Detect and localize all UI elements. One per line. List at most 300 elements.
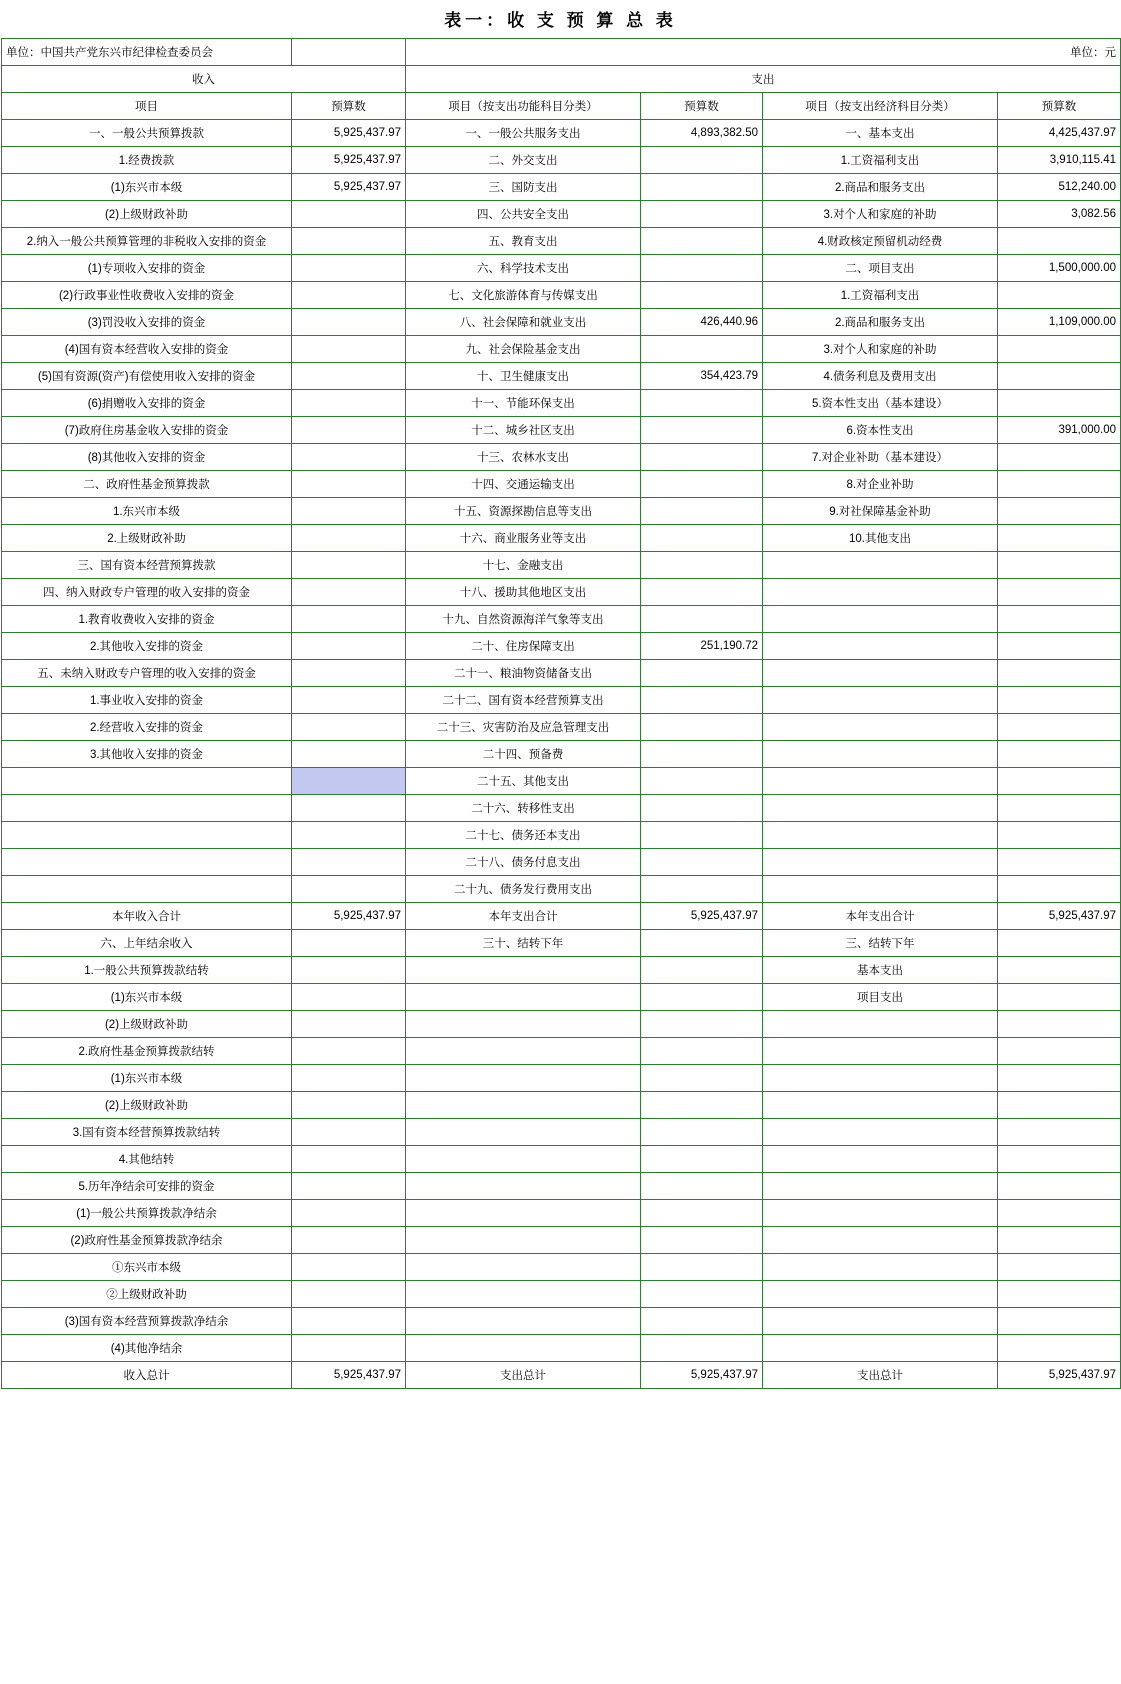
- table-row: [2, 633, 1121, 660]
- cell-income-amount[interactable]: 5,925,437.97: [292, 120, 406, 147]
- cell-expense-func-amount[interactable]: [641, 417, 763, 444]
- cell-expense-func-amount[interactable]: [641, 498, 763, 525]
- cell-income-item[interactable]: (6)捐赠收入安排的资金: [2, 390, 292, 417]
- cell-expense-econ-item[interactable]: 1.工资福利支出: [763, 147, 998, 174]
- cell-expense-econ-amount[interactable]: [998, 1200, 1121, 1227]
- cell-expense-func-item[interactable]: 三十、结转下年: [406, 930, 641, 957]
- cell-expense-func-amount[interactable]: 4,893,382.50: [641, 120, 763, 147]
- cell-expense-econ-amount[interactable]: [998, 1227, 1121, 1254]
- cell-expense-func-item[interactable]: 十九、自然资源海洋气象等支出: [406, 606, 641, 633]
- cell-expense-func-amount[interactable]: [641, 444, 763, 471]
- cell-expense-func-item[interactable]: 七、文化旅游体育与传媒支出: [406, 282, 641, 309]
- cell-expense-func-amount[interactable]: [641, 1281, 763, 1308]
- cell-income-item[interactable]: 2.其他收入安排的资金: [2, 633, 292, 660]
- table-row: [2, 1092, 1121, 1119]
- cell-expense-econ-item[interactable]: 基本支出: [763, 957, 998, 984]
- cell-income-amount[interactable]: 5,925,437.97: [292, 1362, 406, 1389]
- cell-income-item[interactable]: (4)其他净结余: [2, 1335, 292, 1362]
- cell-expense-func-amount[interactable]: [641, 687, 763, 714]
- cell-expense-func-item[interactable]: 十、卫生健康支出: [406, 363, 641, 390]
- cell-expense-econ-amount[interactable]: [998, 633, 1121, 660]
- cell-expense-econ-item[interactable]: [763, 687, 998, 714]
- cell-income-amount[interactable]: [292, 1308, 406, 1335]
- cell-expense-econ-item[interactable]: 6.资本性支出: [763, 417, 998, 444]
- cell-expense-func-amount[interactable]: 251,190.72: [641, 633, 763, 660]
- cell-expense-econ-amount[interactable]: [998, 957, 1121, 984]
- cell-income-item[interactable]: 三、国有资本经营预算拨款: [2, 552, 292, 579]
- cell-expense-func-amount[interactable]: [641, 1119, 763, 1146]
- table-row: [2, 1119, 1121, 1146]
- cell-income-amount[interactable]: 5,925,437.97: [292, 174, 406, 201]
- cell-expense-econ-amount[interactable]: [998, 822, 1121, 849]
- cell-expense-econ-item[interactable]: [763, 714, 998, 741]
- cell-expense-func-amount[interactable]: [641, 1146, 763, 1173]
- cell-income-amount[interactable]: [292, 525, 406, 552]
- cell-expense-func-item[interactable]: [406, 1092, 641, 1119]
- cell-expense-econ-item[interactable]: [763, 822, 998, 849]
- group-header-expense: 支出: [406, 66, 1121, 93]
- cell-income-item[interactable]: (1)专项收入安排的资金: [2, 255, 292, 282]
- cell-expense-func-amount[interactable]: 426,440.96: [641, 309, 763, 336]
- cell-expense-econ-item[interactable]: [763, 1335, 998, 1362]
- column-header-row: [2, 93, 1121, 120]
- cell-expense-econ-amount[interactable]: 391,000.00: [998, 417, 1121, 444]
- cell-expense-func-item[interactable]: 五、教育支出: [406, 228, 641, 255]
- cell-income-item[interactable]: (5)国有资源(资产)有偿使用收入安排的资金: [2, 363, 292, 390]
- cell-income-amount[interactable]: [292, 228, 406, 255]
- cell-expense-econ-item[interactable]: 2.商品和服务支出: [763, 174, 998, 201]
- cell-expense-econ-amount[interactable]: [998, 741, 1121, 768]
- cell-expense-func-amount[interactable]: 5,925,437.97: [641, 1362, 763, 1389]
- cell-expense-func-amount[interactable]: [641, 579, 763, 606]
- cell-expense-econ-amount[interactable]: 3,082.56: [998, 201, 1121, 228]
- cell-expense-econ-item[interactable]: 8.对企业补助: [763, 471, 998, 498]
- cell-expense-econ-item[interactable]: 一、基本支出: [763, 120, 998, 147]
- table-row: [2, 228, 1121, 255]
- cell-income-item[interactable]: 六、上年结余收入: [2, 930, 292, 957]
- table-row: [2, 768, 1121, 795]
- table-row: [2, 147, 1121, 174]
- cell-expense-econ-amount[interactable]: [998, 444, 1121, 471]
- cell-income-amount[interactable]: [292, 444, 406, 471]
- cell-expense-func-amount[interactable]: [641, 795, 763, 822]
- cell-expense-func-item[interactable]: 一、一般公共服务支出: [406, 120, 641, 147]
- col-header-expense-func-amount: 预算数: [641, 93, 763, 120]
- cell-expense-econ-item[interactable]: [763, 1173, 998, 1200]
- cell-expense-func-amount[interactable]: [641, 849, 763, 876]
- cell-expense-func-amount[interactable]: [641, 606, 763, 633]
- cell-expense-func-amount[interactable]: [641, 741, 763, 768]
- cell-expense-econ-amount[interactable]: [998, 228, 1121, 255]
- cell-expense-func-item[interactable]: 十一、节能环保支出: [406, 390, 641, 417]
- cell-expense-econ-amount[interactable]: [998, 768, 1121, 795]
- cell-income-amount[interactable]: [292, 660, 406, 687]
- cell-expense-econ-amount[interactable]: [998, 1146, 1121, 1173]
- cell-income-amount[interactable]: [292, 201, 406, 228]
- cell-expense-econ-amount[interactable]: [998, 687, 1121, 714]
- cell-expense-econ-amount[interactable]: 1,109,000.00: [998, 309, 1121, 336]
- cell-income-amount[interactable]: [292, 1335, 406, 1362]
- cell-expense-econ-amount[interactable]: [998, 984, 1121, 1011]
- cell-income-amount[interactable]: [292, 633, 406, 660]
- cell-expense-func-item[interactable]: 十二、城乡社区支出: [406, 417, 641, 444]
- cell-expense-econ-amount[interactable]: [998, 390, 1121, 417]
- cell-expense-econ-item[interactable]: 三、结转下年: [763, 930, 998, 957]
- cell-income-item[interactable]: 3.国有资本经营预算拨款结转: [2, 1119, 292, 1146]
- cell-expense-func-amount[interactable]: [641, 1038, 763, 1065]
- cell-expense-func-item[interactable]: [406, 1065, 641, 1092]
- cell-income-item[interactable]: 4.其他结转: [2, 1146, 292, 1173]
- cell-expense-func-amount[interactable]: [641, 876, 763, 903]
- cell-income-amount[interactable]: [292, 579, 406, 606]
- cell-income-amount[interactable]: [292, 390, 406, 417]
- cell-expense-econ-amount[interactable]: [998, 1281, 1121, 1308]
- cell-expense-func-item[interactable]: [406, 1011, 641, 1038]
- cell-income-amount[interactable]: [292, 309, 406, 336]
- cell-income-amount[interactable]: [292, 282, 406, 309]
- cell-expense-econ-amount[interactable]: [998, 1119, 1121, 1146]
- cell-expense-econ-amount[interactable]: 3,910,115.41: [998, 147, 1121, 174]
- cell-income-amount[interactable]: [292, 363, 406, 390]
- cell-expense-econ-amount[interactable]: [998, 282, 1121, 309]
- cell-expense-econ-item[interactable]: [763, 606, 998, 633]
- cell-expense-econ-amount[interactable]: [998, 1011, 1121, 1038]
- cell-income-item[interactable]: (2)上级财政补助: [2, 201, 292, 228]
- cell-income-amount[interactable]: [292, 552, 406, 579]
- cell-expense-func-item[interactable]: [406, 1119, 641, 1146]
- cell-income-amount[interactable]: [292, 1038, 406, 1065]
- cell-income-amount[interactable]: [292, 984, 406, 1011]
- cell-expense-econ-item[interactable]: [763, 1011, 998, 1038]
- cell-expense-func-item[interactable]: 十四、交通运输支出: [406, 471, 641, 498]
- cell-expense-func-amount[interactable]: [641, 1227, 763, 1254]
- cell-income-amount[interactable]: [292, 417, 406, 444]
- cell-expense-econ-item[interactable]: 项目支出: [763, 984, 998, 1011]
- cell-expense-func-item[interactable]: [406, 1254, 641, 1281]
- cell-income-amount[interactable]: [292, 795, 406, 822]
- cell-expense-func-item[interactable]: 九、社会保险基金支出: [406, 336, 641, 363]
- cell-income-amount[interactable]: [292, 822, 406, 849]
- cell-expense-econ-item[interactable]: 9.对社保障基金补助: [763, 498, 998, 525]
- cell-income-item[interactable]: 1.东兴市本级: [2, 498, 292, 525]
- cell-expense-econ-item[interactable]: [763, 1119, 998, 1146]
- cell-expense-func-item[interactable]: 四、公共安全支出: [406, 201, 641, 228]
- cell-income-amount[interactable]: [292, 930, 406, 957]
- cell-expense-econ-amount[interactable]: [998, 876, 1121, 903]
- cell-expense-econ-amount[interactable]: [998, 849, 1121, 876]
- cell-expense-econ-amount[interactable]: [998, 660, 1121, 687]
- cell-income-item[interactable]: (2)行政事业性收费收入安排的资金: [2, 282, 292, 309]
- cell-expense-econ-item[interactable]: 3.对个人和家庭的补助: [763, 336, 998, 363]
- cell-expense-func-amount[interactable]: [641, 201, 763, 228]
- cell-expense-func-item[interactable]: 二十五、其他支出: [406, 768, 641, 795]
- cell-income-item[interactable]: [2, 768, 292, 795]
- cell-expense-func-item[interactable]: 六、科学技术支出: [406, 255, 641, 282]
- cell-expense-func-item[interactable]: [406, 1227, 641, 1254]
- table-row: [2, 120, 1121, 147]
- cell-income-item[interactable]: (1)东兴市本级: [2, 174, 292, 201]
- table-row: [2, 363, 1121, 390]
- cell-expense-func-item[interactable]: [406, 1281, 641, 1308]
- cell-income-amount[interactable]: [292, 471, 406, 498]
- cell-expense-econ-amount[interactable]: [998, 930, 1121, 957]
- cell-expense-econ-amount[interactable]: [998, 363, 1121, 390]
- cell-expense-func-item[interactable]: 二十四、预备费: [406, 741, 641, 768]
- cell-expense-func-item[interactable]: 二、外交支出: [406, 147, 641, 174]
- cell-expense-func-amount[interactable]: 5,925,437.97: [641, 903, 763, 930]
- cell-expense-func-amount[interactable]: [641, 1092, 763, 1119]
- cell-income-amount[interactable]: [292, 714, 406, 741]
- cell-expense-func-amount[interactable]: [641, 552, 763, 579]
- cell-expense-func-amount[interactable]: [641, 957, 763, 984]
- cell-income-item[interactable]: (4)国有资本经营收入安排的资金: [2, 336, 292, 363]
- cell-income-item[interactable]: (2)上级财政补助: [2, 1011, 292, 1038]
- cell-income-amount[interactable]: [292, 849, 406, 876]
- cell-income-amount-selected[interactable]: [292, 768, 406, 795]
- cell-expense-func-item[interactable]: 二十三、灾害防治及应急管理支出: [406, 714, 641, 741]
- cell-expense-func-amount[interactable]: [641, 768, 763, 795]
- cell-expense-econ-item[interactable]: [763, 1308, 998, 1335]
- cell-income-item[interactable]: 本年收入合计: [2, 903, 292, 930]
- cell-expense-func-item[interactable]: [406, 1335, 641, 1362]
- cell-expense-econ-item[interactable]: 1.工资福利支出: [763, 282, 998, 309]
- cell-expense-econ-amount[interactable]: [998, 336, 1121, 363]
- cell-expense-func-amount[interactable]: [641, 930, 763, 957]
- cell-expense-econ-amount[interactable]: 5,925,437.97: [998, 1362, 1121, 1389]
- cell-expense-func-item[interactable]: [406, 1146, 641, 1173]
- cell-income-item[interactable]: 2.上级财政补助: [2, 525, 292, 552]
- cell-expense-func-amount[interactable]: [641, 1065, 763, 1092]
- cell-income-amount[interactable]: [292, 336, 406, 363]
- cell-income-item[interactable]: (3)罚没收入安排的资金: [2, 309, 292, 336]
- cell-expense-econ-item[interactable]: 本年支出合计: [763, 903, 998, 930]
- cell-expense-func-item[interactable]: 十八、援助其他地区支出: [406, 579, 641, 606]
- cell-expense-econ-amount[interactable]: 512,240.00: [998, 174, 1121, 201]
- cell-expense-econ-amount[interactable]: [998, 471, 1121, 498]
- cell-expense-func-item[interactable]: 二十七、债务还本支出: [406, 822, 641, 849]
- cell-income-item[interactable]: 1.事业收入安排的资金: [2, 687, 292, 714]
- cell-expense-econ-item[interactable]: 3.对个人和家庭的补助: [763, 201, 998, 228]
- cell-expense-func-amount[interactable]: [641, 174, 763, 201]
- cell-expense-func-amount[interactable]: [641, 147, 763, 174]
- cell-expense-econ-amount[interactable]: [998, 1308, 1121, 1335]
- cell-expense-econ-amount[interactable]: [998, 1092, 1121, 1119]
- cell-expense-func-item[interactable]: 三、国防支出: [406, 174, 641, 201]
- cell-expense-func-item[interactable]: 支出总计: [406, 1362, 641, 1389]
- cell-income-item[interactable]: [2, 876, 292, 903]
- cell-expense-func-amount[interactable]: [641, 336, 763, 363]
- cell-expense-econ-item[interactable]: [763, 849, 998, 876]
- cell-expense-econ-amount[interactable]: [998, 498, 1121, 525]
- cell-expense-econ-item[interactable]: [763, 768, 998, 795]
- cell-income-item[interactable]: (1)一般公共预算拨款净结余: [2, 1200, 292, 1227]
- table-row: [2, 471, 1121, 498]
- cell-income-item[interactable]: 一、一般公共预算拨款: [2, 120, 292, 147]
- cell-expense-func-amount[interactable]: 354,423.79: [641, 363, 763, 390]
- cell-expense-func-amount[interactable]: [641, 1200, 763, 1227]
- cell-expense-func-amount[interactable]: [641, 255, 763, 282]
- cell-income-amount[interactable]: [292, 687, 406, 714]
- cell-income-item[interactable]: (1)东兴市本级: [2, 1065, 292, 1092]
- cell-expense-func-item[interactable]: [406, 1173, 641, 1200]
- cell-income-item[interactable]: 2.纳入一般公共预算管理的非税收入安排的资金: [2, 228, 292, 255]
- cell-income-amount[interactable]: [292, 1200, 406, 1227]
- cell-expense-func-item[interactable]: 二十九、债务发行费用支出: [406, 876, 641, 903]
- cell-income-item[interactable]: (2)上级财政补助: [2, 1092, 292, 1119]
- cell-expense-econ-item[interactable]: [763, 1065, 998, 1092]
- cell-expense-econ-item[interactable]: [763, 1092, 998, 1119]
- cell-income-item[interactable]: 1.教育收费收入安排的资金: [2, 606, 292, 633]
- cell-expense-econ-item[interactable]: [763, 1227, 998, 1254]
- cell-expense-func-item[interactable]: 十三、农林水支出: [406, 444, 641, 471]
- cell-expense-econ-amount[interactable]: 5,925,437.97: [998, 903, 1121, 930]
- cell-expense-econ-item[interactable]: 7.对企业补助（基本建设）: [763, 444, 998, 471]
- cell-income-item[interactable]: 五、未纳入财政专户管理的收入安排的资金: [2, 660, 292, 687]
- cell-income-amount[interactable]: [292, 1281, 406, 1308]
- cell-income-amount[interactable]: [292, 1065, 406, 1092]
- cell-expense-func-amount[interactable]: [641, 471, 763, 498]
- cell-income-amount[interactable]: [292, 1227, 406, 1254]
- cell-expense-func-amount[interactable]: [641, 1254, 763, 1281]
- cell-expense-econ-item[interactable]: [763, 876, 998, 903]
- cell-income-item[interactable]: [2, 822, 292, 849]
- cell-expense-func-item[interactable]: 二十二、国有资本经营预算支出: [406, 687, 641, 714]
- cell-expense-econ-amount[interactable]: [998, 1065, 1121, 1092]
- cell-expense-econ-item[interactable]: 4.债务利息及费用支出: [763, 363, 998, 390]
- cell-expense-econ-amount[interactable]: [998, 1038, 1121, 1065]
- cell-income-amount[interactable]: [292, 1119, 406, 1146]
- cell-expense-func-item[interactable]: 二十一、粮油物资储备支出: [406, 660, 641, 687]
- cell-expense-func-item[interactable]: 二十六、转移性支出: [406, 795, 641, 822]
- cell-expense-func-amount[interactable]: [641, 1308, 763, 1335]
- cell-income-item[interactable]: (3)国有资本经营预算拨款净结余: [2, 1308, 292, 1335]
- cell-expense-econ-amount[interactable]: [998, 552, 1121, 579]
- cell-expense-func-item[interactable]: [406, 1200, 641, 1227]
- table-row: [2, 930, 1121, 957]
- cell-income-amount[interactable]: [292, 1092, 406, 1119]
- cell-expense-func-item[interactable]: 十六、商业服务业等支出: [406, 525, 641, 552]
- cell-expense-func-amount[interactable]: [641, 984, 763, 1011]
- cell-income-amount[interactable]: 5,925,437.97: [292, 903, 406, 930]
- cell-expense-func-item[interactable]: 本年支出合计: [406, 903, 641, 930]
- cell-expense-func-amount[interactable]: [641, 390, 763, 417]
- cell-expense-func-amount[interactable]: [641, 228, 763, 255]
- cell-expense-func-amount[interactable]: [641, 1011, 763, 1038]
- cell-expense-func-item[interactable]: 十五、资源探勘信息等支出: [406, 498, 641, 525]
- cell-income-item[interactable]: ②上级财政补助: [2, 1281, 292, 1308]
- cell-expense-econ-item[interactable]: [763, 1200, 998, 1227]
- cell-expense-econ-item[interactable]: [763, 552, 998, 579]
- cell-expense-func-amount[interactable]: [641, 525, 763, 552]
- cell-expense-func-amount[interactable]: [641, 1173, 763, 1200]
- cell-expense-econ-amount[interactable]: [998, 714, 1121, 741]
- cell-expense-econ-item[interactable]: 4.财政核定预留机动经费: [763, 228, 998, 255]
- cell-income-item[interactable]: 1.一般公共预算拨款结转: [2, 957, 292, 984]
- cell-expense-econ-amount[interactable]: [998, 1254, 1121, 1281]
- cell-expense-econ-item[interactable]: [763, 579, 998, 606]
- cell-expense-func-item[interactable]: [406, 1308, 641, 1335]
- cell-expense-func-amount[interactable]: [641, 1335, 763, 1362]
- cell-expense-econ-amount[interactable]: 1,500,000.00: [998, 255, 1121, 282]
- cell-expense-econ-item[interactable]: 支出总计: [763, 1362, 998, 1389]
- cell-income-amount[interactable]: [292, 1254, 406, 1281]
- cell-income-item[interactable]: 四、纳入财政专户管理的收入安排的资金: [2, 579, 292, 606]
- cell-income-amount[interactable]: [292, 1011, 406, 1038]
- cell-expense-func-item[interactable]: 八、社会保障和就业支出: [406, 309, 641, 336]
- cell-income-item[interactable]: 二、政府性基金预算拨款: [2, 471, 292, 498]
- cell-expense-econ-item[interactable]: 二、项目支出: [763, 255, 998, 282]
- cell-expense-econ-item[interactable]: [763, 1038, 998, 1065]
- cell-expense-func-amount[interactable]: [641, 660, 763, 687]
- cell-expense-econ-amount[interactable]: [998, 606, 1121, 633]
- cell-expense-econ-item[interactable]: 5.资本性支出（基本建设）: [763, 390, 998, 417]
- cell-income-item[interactable]: [2, 849, 292, 876]
- table-row: [2, 1335, 1121, 1362]
- cell-income-item[interactable]: ①东兴市本级: [2, 1254, 292, 1281]
- cell-expense-func-amount[interactable]: [641, 282, 763, 309]
- cell-expense-func-amount[interactable]: [641, 714, 763, 741]
- cell-expense-func-item[interactable]: 二十八、债务付息支出: [406, 849, 641, 876]
- cell-expense-econ-amount[interactable]: [998, 795, 1121, 822]
- col-header-income-item: 项目: [2, 93, 292, 120]
- cell-income-amount[interactable]: [292, 1146, 406, 1173]
- cell-expense-func-item[interactable]: [406, 1038, 641, 1065]
- cell-income-amount[interactable]: [292, 876, 406, 903]
- cell-income-item[interactable]: (1)东兴市本级: [2, 984, 292, 1011]
- cell-income-amount[interactable]: 5,925,437.97: [292, 147, 406, 174]
- cell-expense-func-amount[interactable]: [641, 822, 763, 849]
- cell-expense-econ-item[interactable]: [763, 795, 998, 822]
- cell-income-item[interactable]: 3.其他收入安排的资金: [2, 741, 292, 768]
- cell-income-amount[interactable]: [292, 957, 406, 984]
- col-header-income-amount: 预算数: [292, 93, 406, 120]
- cell-expense-econ-item[interactable]: [763, 1254, 998, 1281]
- cell-income-item[interactable]: (2)政府性基金预算拨款净结余: [2, 1227, 292, 1254]
- cell-expense-econ-amount[interactable]: [998, 579, 1121, 606]
- cell-income-amount[interactable]: [292, 741, 406, 768]
- cell-expense-econ-amount[interactable]: [998, 1173, 1121, 1200]
- cell-expense-econ-amount[interactable]: 4,425,437.97: [998, 120, 1121, 147]
- cell-income-item[interactable]: 1.经费拨款: [2, 147, 292, 174]
- cell-expense-econ-item[interactable]: [763, 660, 998, 687]
- cell-income-item[interactable]: [2, 795, 292, 822]
- cell-income-amount[interactable]: [292, 255, 406, 282]
- cell-expense-func-item[interactable]: 十七、金融支出: [406, 552, 641, 579]
- cell-income-item[interactable]: (7)政府住房基金收入安排的资金: [2, 417, 292, 444]
- cell-expense-econ-item[interactable]: [763, 633, 998, 660]
- cell-expense-func-item[interactable]: 二十、住房保障支出: [406, 633, 641, 660]
- cell-expense-econ-item[interactable]: [763, 1146, 998, 1173]
- cell-income-item[interactable]: 收入总计: [2, 1362, 292, 1389]
- cell-expense-econ-item[interactable]: 2.商品和服务支出: [763, 309, 998, 336]
- cell-expense-econ-item[interactable]: [763, 741, 998, 768]
- table-row: [2, 1065, 1121, 1092]
- cell-income-item[interactable]: 2.经营收入安排的资金: [2, 714, 292, 741]
- cell-expense-econ-item[interactable]: [763, 1281, 998, 1308]
- cell-income-item[interactable]: (8)其他收入安排的资金: [2, 444, 292, 471]
- table-row: [2, 1308, 1121, 1335]
- cell-expense-econ-amount[interactable]: [998, 525, 1121, 552]
- cell-expense-func-item[interactable]: [406, 984, 641, 1011]
- cell-income-amount[interactable]: [292, 1173, 406, 1200]
- cell-expense-econ-item[interactable]: 10.其他支出: [763, 525, 998, 552]
- cell-income-item[interactable]: 5.历年净结余可安排的资金: [2, 1173, 292, 1200]
- cell-income-item[interactable]: 2.政府性基金预算拨款结转: [2, 1038, 292, 1065]
- cell-expense-func-item[interactable]: [406, 957, 641, 984]
- cell-expense-econ-amount[interactable]: [998, 1335, 1121, 1362]
- cell-income-amount[interactable]: [292, 498, 406, 525]
- cell-income-amount[interactable]: [292, 606, 406, 633]
